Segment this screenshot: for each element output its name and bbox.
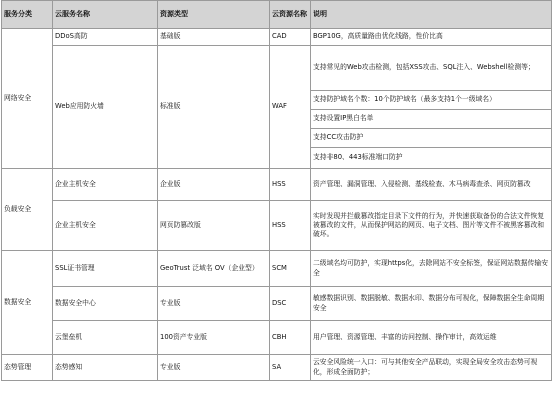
- resource-type: 100资产专业版: [158, 321, 270, 355]
- service-description: 支持CC攻击防护: [311, 129, 552, 148]
- resource-abbr: CAD: [270, 29, 311, 46]
- resource-abbr: DSC: [270, 287, 311, 321]
- header-category: 服务分类: [2, 1, 53, 29]
- service-description: 支持设置IP黑白名单: [311, 110, 552, 129]
- header-description: 说明: [311, 1, 552, 29]
- resource-type: GeoTrust 泛域名 OV（企业型）: [158, 251, 270, 287]
- header-service-name: 云服务名称: [53, 1, 158, 29]
- service-name: 数据安全中心: [53, 287, 158, 321]
- service-description: 支持常见的Web攻击检测，包括XSS攻击、SQL注入、Webshell检测等；: [311, 46, 552, 91]
- resource-type: 企业版: [158, 169, 270, 201]
- group-load-security: 负载安全: [2, 169, 53, 251]
- group-situation-management: 态势管理: [2, 355, 53, 381]
- service-description: 实时发现并拦截篡改指定目录下文件的行为，并快速获取备份的合法文件恢复被篡改的文件，从而保护网站的网页、电子文档、图片等文件不被黑客篡改和破坏。: [311, 201, 552, 251]
- service-description: 用户管理、资源管理、丰富的访问控制、操作审计，高效运维: [311, 321, 552, 355]
- resource-type: 标准版: [158, 46, 270, 169]
- group-network-security: 网络安全: [2, 29, 53, 169]
- table-row: [2, 169, 552, 201]
- table-row: [2, 201, 552, 251]
- service-description: 支持非80、443标准端口防护: [311, 148, 552, 169]
- service-description: 云安全风险统一入口：可与其他安全产品联动，实现全局安全攻击态势可视化，形成全面防护；: [311, 355, 552, 381]
- resource-abbr: WAF: [270, 46, 311, 169]
- header-abbr: 云资源名称: [270, 1, 311, 29]
- resource-type: 基础版: [158, 29, 270, 46]
- service-description: 敏感数据识别、数据脱敏、数据水印、数据分布可视化，保障数据全生命周期安全: [311, 287, 552, 321]
- resource-abbr: SCM: [270, 251, 311, 287]
- service-name: 态势感知: [53, 355, 158, 381]
- resource-type: 专业版: [158, 287, 270, 321]
- resource-abbr: CBH: [270, 321, 311, 355]
- resource-abbr: SA: [270, 355, 311, 381]
- service-description: 支持防护域名个数：10个防护域名（最多支持1个一级域名）: [311, 91, 552, 110]
- service-description: 资产管理、漏洞管理、入侵检测、基线检查、木马病毒查杀、网页防篡改: [311, 169, 552, 201]
- table-header-row: [2, 1, 552, 29]
- resource-abbr: HSS: [270, 201, 311, 251]
- service-name: 云堡垒机: [53, 321, 158, 355]
- table-row: [2, 287, 552, 321]
- table-row: [2, 29, 552, 46]
- table-row: [2, 46, 552, 91]
- table-row: [2, 321, 552, 355]
- resource-type: 专业版: [158, 355, 270, 381]
- service-name: 企业主机安全: [53, 169, 158, 201]
- service-name: 企业主机安全: [53, 201, 158, 251]
- header-resource-type: 资源类型: [158, 1, 270, 29]
- cloud-service-table: [1, 0, 552, 381]
- resource-abbr: HSS: [270, 169, 311, 201]
- service-name: SSL证书管理: [53, 251, 158, 287]
- group-data-security: 数据安全: [2, 251, 53, 355]
- service-name: DDoS高防: [53, 29, 158, 46]
- service-name: Web应用防火墙: [53, 46, 158, 169]
- table-row: [2, 355, 552, 381]
- resource-type: 网页防篡改版: [158, 201, 270, 251]
- service-description: BGP10G，高质量路由优化线路，性价比高: [311, 29, 552, 46]
- table-row: [2, 251, 552, 287]
- service-description: 二级域名均可防护，实现https化，去除网站不安全标签，保证网站数据传输安全: [311, 251, 552, 287]
